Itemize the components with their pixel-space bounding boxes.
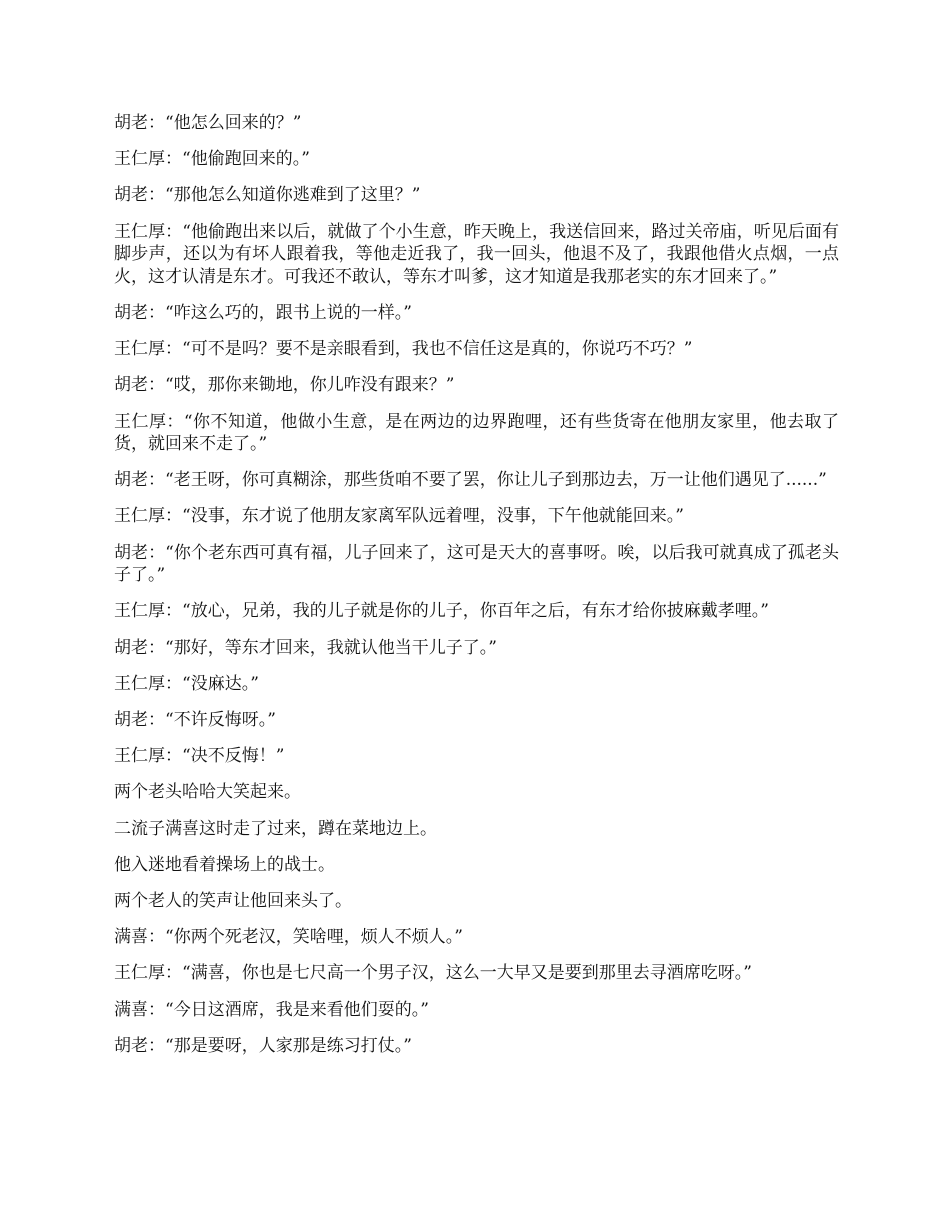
paragraph: 王仁厚：“他偷跑出来以后，就做了个小生意，昨天晚上，我送信回来，路过关帝庙，听见后面有脚步声，还以为有坏人跟着我，等他走近我了，我一回头，他退不及了，我跟他借火点烟，一点火，这才认清是东才。可我还不敢认，等东才叫爹，这才知道是我那老实的东才回来了。”	[114, 221, 839, 287]
paragraph: 胡老：“那他怎么知道你逃难到了这里？”	[114, 185, 421, 206]
paragraph: 满喜：“今日这酒席，我是来看他们耍的。”	[114, 999, 429, 1020]
paragraph: 王仁厚：“没麻达。”	[114, 673, 259, 694]
paragraph: 王仁厚：“他偷跑回来的。”	[114, 149, 310, 170]
paragraph: 胡老：“咋这么巧的，跟书上说的一样。”	[114, 302, 412, 323]
paragraph: 二流子满喜这时走了过来，蹲在菜地边上。	[114, 818, 437, 839]
paragraph: 胡老：“那好，等东才回来，我就认他当干儿子了。”	[114, 637, 497, 658]
paragraph: 王仁厚：“放心，兄弟，我的儿子就是你的儿子，你百年之后，有东才给你披麻戴孝哩。”	[114, 601, 769, 622]
paragraph: 胡老：“哎，那你来锄地，你儿咋没有跟来？”	[114, 375, 455, 396]
paragraph: 王仁厚：“满喜，你也是七尺高一个男子汉，这么一大早又是要到那里去寻酒席吃呀。”	[114, 963, 752, 984]
paragraph: 胡老：“老王呀，你可真糊涂，那些货咱不要了罢，你让儿子到那边去，万一让他们遇见了......”	[114, 470, 827, 491]
paragraph: 王仁厚：“可不是吗？要不是亲眼看到，我也不信任这是真的，你说巧不巧？”	[114, 339, 693, 360]
paragraph: 胡老：“他怎么回来的？”	[114, 113, 302, 133]
paragraph: 胡老：“你个老东西可真有福，儿子回来了，这可是天大的喜事呀。唉，以后我可就真成了孤老头子了。”	[114, 542, 839, 586]
paragraph: 王仁厚：“决不反悔！”	[114, 746, 285, 767]
paragraph: 他入迷地看着操场上的战士。	[114, 854, 335, 875]
paragraph: 胡老：“不许反悔呀。”	[114, 710, 276, 730]
paragraph: 王仁厚：“你不知道，他做小生意，是在两边的边界跑哩，还有些货寄在他朋友家里，他去取了货，就回来不走了。”	[114, 411, 839, 455]
paragraph: 两个老头哈哈大笑起来。	[114, 782, 301, 803]
paragraph: 两个老人的笑声让他回来头了。	[114, 890, 352, 911]
paragraph: 胡老：“那是要呀，人家那是练习打仗。”	[114, 1035, 412, 1056]
paragraph: 王仁厚：“没事，东才说了他朋友家离军队远着哩，没事，下午他就能回来。”	[114, 506, 684, 527]
paragraph: 满喜：“你两个死老汉，笑啥哩，烦人不烦人。”	[114, 927, 463, 948]
document-page	[114, 112, 839, 1071]
